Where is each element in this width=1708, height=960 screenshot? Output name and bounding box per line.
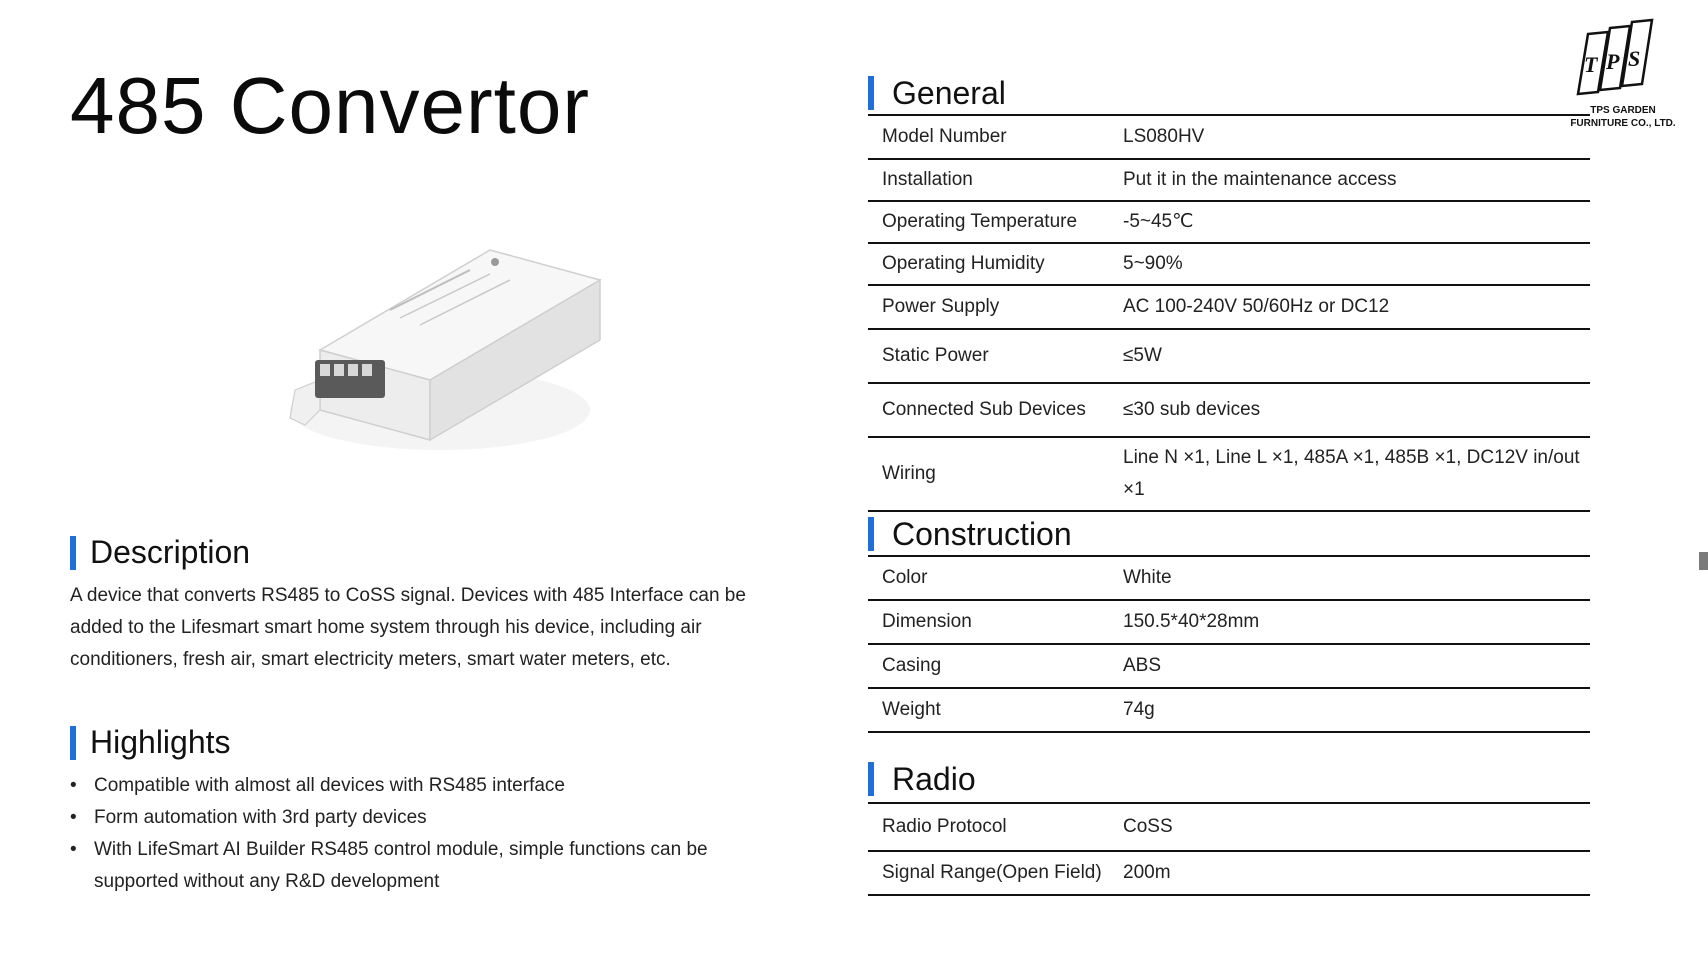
radio-heading	[868, 756, 1590, 804]
spec-row	[868, 689, 1590, 733]
accent-bar	[70, 536, 76, 570]
spec-value: AC 100-240V 50/60Hz or DC12	[1123, 296, 1390, 317]
spec-value: ≤30 sub devices	[1123, 399, 1261, 420]
spec-label: Signal Range(Open Field)	[882, 862, 1102, 883]
spec-value: 200m	[1123, 862, 1171, 883]
spec-value: Put it in the maintenance access	[1123, 169, 1397, 190]
spec-row	[868, 438, 1590, 512]
spec-row	[868, 244, 1590, 286]
general-spec-table	[868, 72, 1590, 512]
svg-text:P: P	[1606, 49, 1620, 74]
spec-row	[868, 160, 1590, 202]
spec-value: 74g	[1123, 699, 1155, 720]
spec-value: White	[1123, 567, 1172, 588]
spec-label: Weight	[882, 699, 941, 720]
spec-label: Dimension	[882, 611, 972, 632]
radio-spec-table	[868, 756, 1590, 896]
spec-label: Operating Humidity	[882, 253, 1045, 274]
spec-value: ≤5W	[1123, 345, 1162, 366]
highlights-heading-label: Highlights	[90, 724, 231, 760]
bullet-icon: •	[70, 775, 77, 796]
accent-bar	[868, 517, 874, 551]
spec-value: 5~90%	[1123, 253, 1183, 274]
description-text: A device that converts RS485 to CoSS signal. Devices with 485 Interface can be added to the Lifesmart smart home system through his device, including air conditioners, fresh air, smart electricity meters, smart water meters, etc.	[70, 585, 746, 670]
highlight-item	[70, 770, 750, 802]
spec-label: Operating Temperature	[882, 211, 1078, 232]
product-photo	[280, 240, 620, 470]
spec-label: Static Power	[882, 345, 989, 366]
spec-label: Model Number	[882, 126, 1007, 147]
construction-spec-table	[868, 513, 1590, 733]
general-heading-label: General	[892, 74, 1006, 111]
spec-row	[868, 202, 1590, 244]
spec-row	[868, 116, 1590, 160]
construction-heading-label: Construction	[892, 515, 1072, 552]
highlight-text: With LifeSmart AI Builder RS485 control module, simple functions can be supported without any R&D development	[94, 839, 708, 892]
spec-label: Wiring	[882, 463, 936, 484]
radio-heading-label: Radio	[892, 760, 976, 797]
highlight-item	[70, 802, 750, 834]
spec-value: LS080HV	[1123, 126, 1205, 147]
spec-value: 150.5*40*28mm	[1123, 611, 1260, 632]
spec-label: Radio Protocol	[882, 816, 1007, 837]
scroll-indicator[interactable]	[1699, 552, 1708, 570]
spec-row	[868, 557, 1590, 601]
spec-label: Connected Sub Devices	[882, 399, 1086, 420]
accent-bar	[868, 762, 874, 796]
bullet-icon: •	[70, 807, 77, 828]
spec-label: Power Supply	[882, 296, 1000, 317]
highlight-text: Form automation with 3rd party devices	[94, 807, 427, 828]
spec-value: Line N ×1, Line L ×1, 485A ×1, 485B ×1, DC12V in/out ×1	[1123, 447, 1580, 500]
spec-value: ABS	[1123, 655, 1162, 676]
accent-bar	[868, 76, 874, 110]
company-name-line1: TPS GARDEN	[1590, 105, 1656, 116]
svg-text:S: S	[1628, 46, 1641, 71]
spec-row	[868, 286, 1590, 330]
general-heading	[868, 72, 1590, 116]
spec-row	[868, 601, 1590, 645]
company-name-line2: FURNITURE CO., LTD.	[1570, 118, 1676, 129]
highlight-text: Compatible with almost all devices with RS485 interface	[94, 775, 565, 796]
highlight-item	[70, 834, 750, 898]
svg-text:T: T	[1584, 52, 1598, 77]
spec-row	[868, 384, 1590, 438]
spec-value: CoSS	[1123, 816, 1173, 837]
spec-label: Casing	[882, 655, 942, 676]
highlights-list	[70, 770, 750, 898]
bullet-icon: •	[70, 839, 77, 860]
description-heading	[70, 534, 250, 571]
spec-label: Installation	[882, 169, 973, 190]
page-title: 485 Convertor	[70, 61, 590, 150]
spec-row	[868, 804, 1590, 852]
accent-bar	[70, 726, 76, 760]
spec-label: Color	[882, 567, 928, 588]
construction-heading	[868, 513, 1590, 557]
spec-value: -5~45℃	[1123, 211, 1194, 232]
highlights-heading	[70, 724, 231, 761]
description-heading-label: Description	[90, 534, 251, 570]
spec-row	[868, 645, 1590, 689]
spec-row	[868, 330, 1590, 384]
spec-row	[868, 852, 1590, 896]
